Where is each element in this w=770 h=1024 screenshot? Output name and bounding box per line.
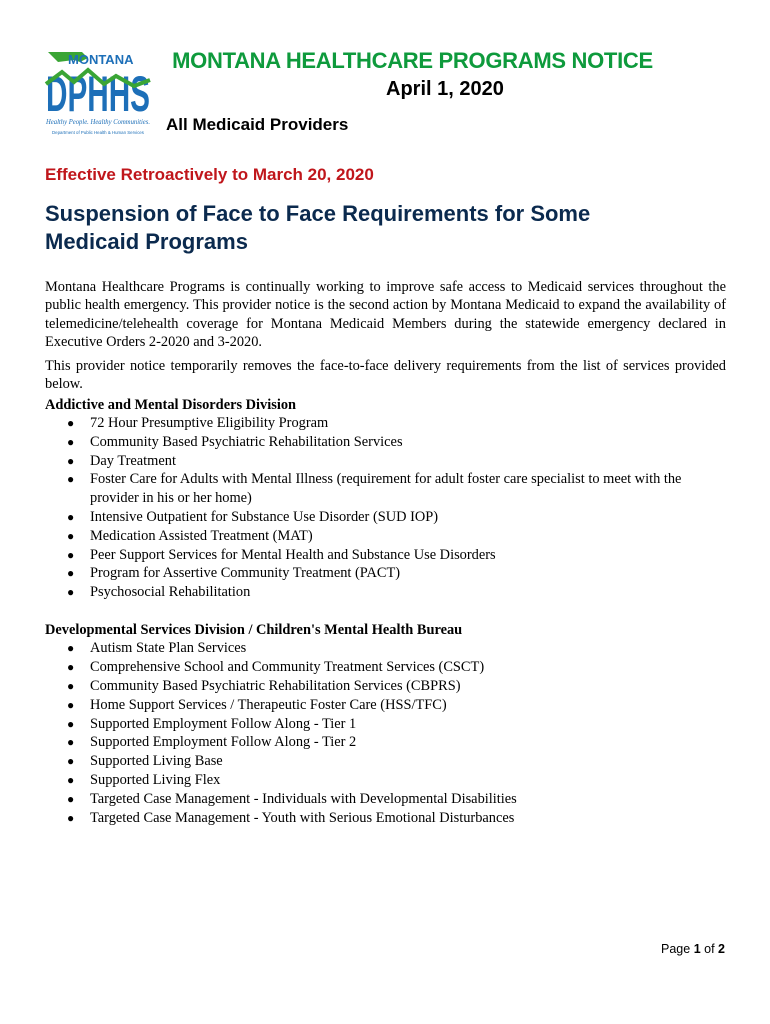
bullet-icon: ● [67, 697, 75, 712]
dphhs-logo [44, 50, 156, 140]
notice-audience: All Medicaid Providers [166, 115, 349, 134]
bullet-icon: ● [67, 772, 75, 787]
logo-state-text: MONTANA [68, 52, 134, 67]
list-item: ● Foster Care for Adults with Mental Illness (requirement for adult foster care specialist to meet with the provider in his or her home) [67, 471, 682, 507]
logo-tagline: Healthy People. Healthy Communities. [45, 117, 151, 126]
list-item: ● Community Based Psychiatric Rehabilitation Services [67, 433, 403, 450]
bullet-icon: ● [67, 660, 75, 675]
list-item: ● Comprehensive School and Community Treatment Services (CSCT) [67, 659, 485, 676]
notice-title: MONTANA HEALTHCARE PROGRAMS NOTICE [172, 48, 653, 73]
bullet-icon: ● [67, 585, 75, 600]
list-item: ● 72 Hour Presumptive Eligibility Program [67, 415, 329, 432]
bullet-icon: ● [67, 678, 75, 693]
list-item: ● Supported Living Base [67, 753, 223, 770]
notice-date: April 1, 2020 [386, 78, 504, 100]
bullet-icon: ● [67, 528, 75, 543]
list-item: ● Program for Assertive Community Treatment (PACT) [67, 565, 401, 582]
bullet-icon: ● [67, 472, 75, 487]
bullet-icon: ● [67, 716, 75, 731]
bullet-icon: ● [67, 810, 75, 825]
list-item: ● Intensive Outpatient for Substance Use Disorder (SUD IOP) [67, 509, 439, 526]
list-item: ● Autism State Plan Services [67, 640, 247, 657]
list-item: ● Peer Support Services for Mental Health and Substance Use Disorders [67, 546, 496, 563]
bullet-icon: ● [67, 754, 75, 769]
bullet-icon: ● [67, 641, 75, 656]
list-item: ● Medication Assisted Treatment (MAT) [67, 527, 313, 544]
bullet-icon: ● [67, 547, 75, 562]
effective-date: Effective Retroactively to March 20, 2020 [45, 165, 374, 184]
bullet-icon: ● [67, 735, 75, 750]
intro-paragraph: Montana Healthcare Programs is continually working to improve safe access to Medicaid services throughout the public health emergency. This provider notice is the second action by Montana Medicaid to expand the availability of telemedicine/telehealth coverage for Montana Medicaid Members during the statewide emergency declared in Executive Orders 2-2020 and 3-2020. [45, 279, 726, 350]
service-list [45, 639, 726, 827]
bullet-icon: ● [67, 566, 75, 581]
list-item: ● Supported Employment Follow Along - Tier 1 [67, 715, 357, 732]
logo-department: Department of Public Health & Human Services [52, 130, 145, 135]
bullet-icon: ● [67, 791, 75, 806]
list-item: ● Home Support Services / Therapeutic Foster Care (HSS/TFC) [67, 696, 447, 713]
list-item: ● Targeted Case Management - Youth with Serious Emotional Disturbances [67, 809, 515, 826]
service-list [45, 414, 726, 602]
list-item: ● Targeted Case Management - Individuals with Developmental Disabilities [67, 790, 517, 807]
bullet-icon: ● [67, 416, 75, 431]
section-heading: Developmental Services Division / Children's Mental Health Bureau [45, 622, 463, 639]
list-item: ● Supported Living Flex [67, 771, 221, 788]
bullet-icon: ● [67, 510, 75, 525]
bullet-icon: ● [67, 453, 75, 468]
page-number: Page 1 of 2 [661, 942, 725, 956]
logo-agency-text: DPHHS [46, 66, 150, 122]
list-item: ● Day Treatment [67, 452, 176, 469]
list-item: ● Community Based Psychiatric Rehabilitation Services (CBPRS) [67, 677, 461, 694]
bullet-icon: ● [67, 434, 75, 449]
scope-paragraph: This provider notice temporarily removes the face-to-face delivery requirements from the list of services provided below. [45, 358, 726, 393]
page-title: Suspension of Face to Face Requirements for Some Medicaid Programs [45, 201, 591, 254]
section-heading: Addictive and Mental Disorders Division [45, 396, 297, 413]
list-item: ● Supported Employment Follow Along - Tier 2 [67, 734, 357, 751]
list-item: ● Psychosocial Rehabilitation [67, 584, 251, 601]
notice-body [45, 278, 726, 827]
